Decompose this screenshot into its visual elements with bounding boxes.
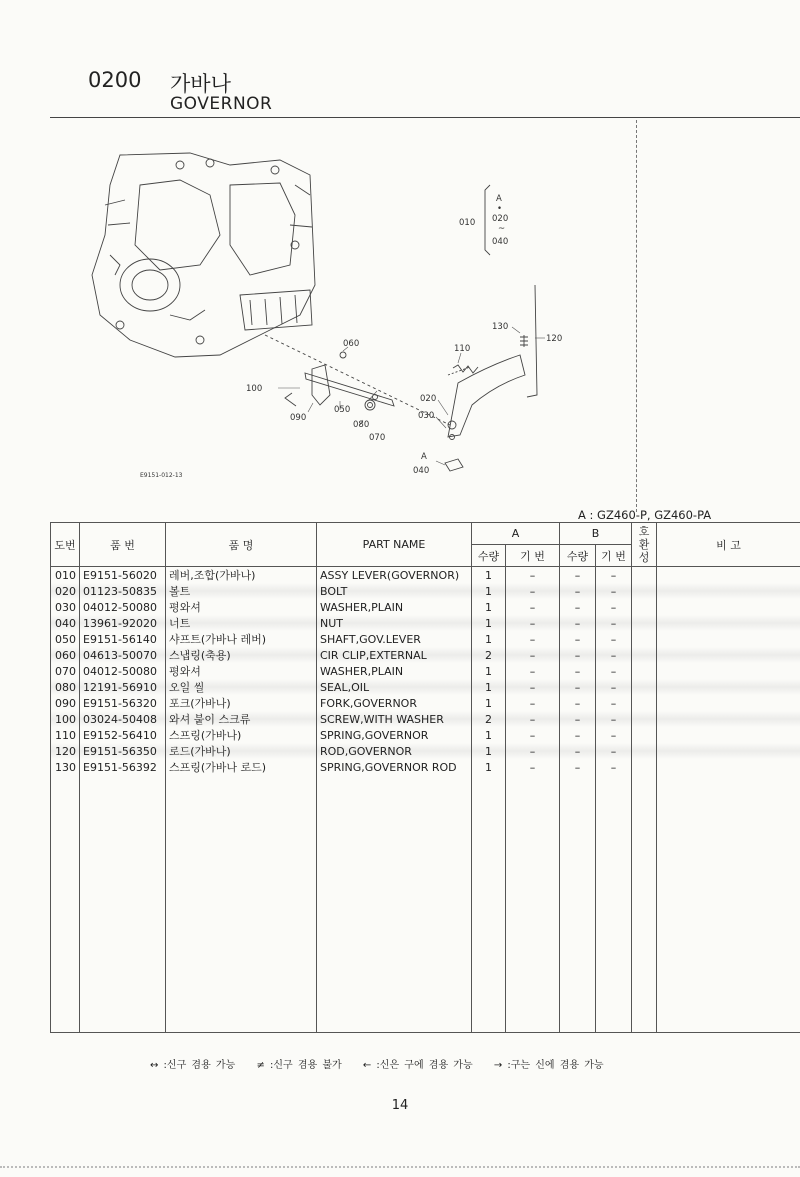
bracket-range-start: 020: [492, 214, 509, 224]
remarks-cell: [657, 743, 800, 759]
part-name-en-cell: SCREW,WITH WASHER: [317, 711, 472, 727]
part-no-cell: 13961-92020: [80, 615, 166, 631]
table-row: [51, 695, 800, 711]
header-base-b: 기 번: [596, 545, 632, 567]
label-080: 080: [353, 420, 370, 430]
label-050: 050: [334, 405, 351, 415]
ref-no-cell: 130: [51, 759, 80, 775]
header-qty-a: 수량: [472, 545, 506, 567]
ref-no-cell: 110: [51, 727, 80, 743]
part-name-en-cell: FORK,GOVERNOR: [317, 695, 472, 711]
callout-leaders: [278, 327, 545, 465]
interchange-cell: [632, 695, 657, 711]
label-060: 060: [343, 339, 360, 349]
empty-cell: [657, 775, 800, 1033]
empty-cell: [472, 775, 506, 1033]
parts-table: [50, 522, 800, 1033]
base-a-cell: –: [506, 583, 560, 599]
page-number: 14: [391, 1098, 409, 1113]
part-name-en-cell: SPRING,GOVERNOR: [317, 727, 472, 743]
label-070: 070: [369, 433, 386, 443]
part-name-kr-cell: 너트: [166, 615, 317, 631]
label-010: 010: [459, 218, 476, 228]
remarks-cell: [657, 663, 800, 679]
remarks-cell: [657, 567, 800, 584]
base-b-cell: –: [596, 631, 632, 647]
table-row: [51, 583, 800, 599]
section-title-english: GOVERNOR: [170, 94, 273, 114]
part-name-en-cell: BOLT: [317, 583, 472, 599]
table-row: [51, 615, 800, 631]
header-part-no: 품 번: [80, 523, 166, 567]
empty-cell: [560, 775, 596, 1033]
part-no-cell: E9151-56350: [80, 743, 166, 759]
part-no-cell: E9151-56320: [80, 695, 166, 711]
bracket-tilde: ~: [498, 224, 506, 234]
remarks-cell: [657, 679, 800, 695]
ref-no-cell: 070: [51, 663, 80, 679]
bracket-variant-a: A: [496, 194, 502, 204]
table-row: [51, 711, 800, 727]
empty-cell: [80, 775, 166, 1033]
remarks-cell: [657, 727, 800, 743]
ref-no-cell: 050: [51, 631, 80, 647]
table-row: [51, 631, 800, 647]
qty-b-cell: –: [560, 663, 596, 679]
table-row: [51, 567, 800, 584]
base-b-cell: –: [596, 759, 632, 775]
label-130: 130: [492, 322, 509, 332]
label-040: 040: [413, 466, 430, 476]
qty-a-cell: 2: [472, 711, 506, 727]
interchange-cell: [632, 727, 657, 743]
part-no-cell: E9151-56020: [80, 567, 166, 584]
part-no-cell: E9152-56410: [80, 727, 166, 743]
part-name-kr-cell: 레버,조합(가바나): [166, 567, 317, 584]
part-no-cell: E9151-56392: [80, 759, 166, 775]
interchange-cell: [632, 567, 657, 584]
table-row: [51, 759, 800, 775]
bracket-dot: •: [497, 204, 503, 214]
base-b-cell: –: [596, 711, 632, 727]
header-divider: [50, 117, 800, 118]
ref-no-cell: 020: [51, 583, 80, 599]
exploded-parts-diagram: [80, 125, 630, 505]
part-no-cell: 04012-50080: [80, 599, 166, 615]
interchange-cell: [632, 663, 657, 679]
remarks-cell: [657, 711, 800, 727]
ref-no-cell: 080: [51, 679, 80, 695]
base-b-cell: –: [596, 599, 632, 615]
qty-b-cell: –: [560, 743, 596, 759]
part-name-kr-cell: 스프링(가바나): [166, 727, 317, 743]
part-name-en-cell: WASHER,PLAIN: [317, 599, 472, 615]
interchange-cell: [632, 599, 657, 615]
interchange-cell: [632, 631, 657, 647]
qty-a-cell: 2: [472, 647, 506, 663]
label-020: 020: [420, 394, 437, 404]
base-a-cell: –: [506, 631, 560, 647]
base-a-cell: –: [506, 567, 560, 584]
remarks-cell: [657, 631, 800, 647]
part-no-cell: 04613-50070: [80, 647, 166, 663]
base-a-cell: –: [506, 743, 560, 759]
qty-b-cell: –: [560, 647, 596, 663]
table-row: [51, 743, 800, 759]
header-base-a: 기 번: [506, 545, 560, 567]
parts-table-body: [51, 567, 800, 1033]
empty-cell: [632, 775, 657, 1033]
table-row: [51, 679, 800, 695]
empty-cell: [506, 775, 560, 1033]
part-name-kr-cell: 오일 씰: [166, 679, 317, 695]
base-a-cell: –: [506, 615, 560, 631]
qty-a-cell: 1: [472, 599, 506, 615]
qty-b-cell: –: [560, 631, 596, 647]
section-title-korean: 가바나: [170, 72, 231, 96]
base-b-cell: –: [596, 695, 632, 711]
part-name-en-cell: SHAFT,GOV.LEVER: [317, 631, 472, 647]
qty-b-cell: –: [560, 727, 596, 743]
remarks-cell: [657, 599, 800, 615]
bracket-range-end: 040: [492, 237, 509, 247]
part-no-cell: 04012-50080: [80, 663, 166, 679]
part-no-cell: 01123-50835: [80, 583, 166, 599]
part-name-kr-cell: 포크(가바나): [166, 695, 317, 711]
variant-note: A : GZ460-P, GZ460-PA: [578, 508, 712, 522]
qty-a-cell: 1: [472, 727, 506, 743]
ref-no-cell: 120: [51, 743, 80, 759]
interchange-cell: [632, 759, 657, 775]
base-b-cell: –: [596, 679, 632, 695]
base-a-cell: –: [506, 679, 560, 695]
part-name-en-cell: SEAL,OIL: [317, 679, 472, 695]
base-b-cell: –: [596, 567, 632, 584]
label-100: 100: [246, 384, 263, 394]
part-name-en-cell: NUT: [317, 615, 472, 631]
base-a-cell: –: [506, 695, 560, 711]
qty-b-cell: –: [560, 759, 596, 775]
empty-cell: [166, 775, 317, 1033]
qty-b-cell: –: [560, 615, 596, 631]
part-no-cell: E9151-56140: [80, 631, 166, 647]
qty-b-cell: –: [560, 599, 596, 615]
part-name-en-cell: CIR CLIP,EXTERNAL: [317, 647, 472, 663]
qty-a-cell: 1: [472, 759, 506, 775]
variant-marker-a: A: [421, 452, 427, 462]
part-name-kr-cell: 평와셔: [166, 663, 317, 679]
part-name-kr-cell: 평와셔: [166, 599, 317, 615]
legend-item: ← :신은 구에 겸용 가능: [362, 1060, 473, 1071]
interchange-cell: [632, 647, 657, 663]
qty-b-cell: –: [560, 567, 596, 584]
figure-code: E9151-012-13: [140, 472, 183, 479]
label-030: 030: [418, 411, 435, 421]
part-name-kr-cell: 로드(가바나): [166, 743, 317, 759]
ref-no-cell: 100: [51, 711, 80, 727]
base-b-cell: –: [596, 615, 632, 631]
table-row: [51, 647, 800, 663]
part-no-cell: 03024-50408: [80, 711, 166, 727]
qty-b-cell: –: [560, 695, 596, 711]
qty-b-cell: –: [560, 583, 596, 599]
legend-item: ≠ :신구 겸용 불가: [256, 1060, 342, 1071]
remarks-cell: [657, 695, 800, 711]
empty-cell: [317, 775, 472, 1033]
qty-b-cell: –: [560, 679, 596, 695]
header-ref-no: 도번: [51, 523, 80, 567]
callout-labels: [140, 194, 562, 479]
empty-cell: [596, 775, 632, 1033]
remarks-cell: [657, 647, 800, 663]
interchange-cell: [632, 583, 657, 599]
table-row: [51, 599, 800, 615]
base-a-cell: –: [506, 599, 560, 615]
base-a-cell: –: [506, 727, 560, 743]
empty-cell: [51, 775, 80, 1033]
table-row: [51, 663, 800, 679]
base-a-cell: –: [506, 663, 560, 679]
ref-no-cell: 090: [51, 695, 80, 711]
part-name-kr-cell: 스프링(가바나 로드): [166, 759, 317, 775]
part-name-en-cell: WASHER,PLAIN: [317, 663, 472, 679]
part-name-en-cell: SPRING,GOVERNOR ROD: [317, 759, 472, 775]
header-qty-b: 수량: [560, 545, 596, 567]
interchange-cell: [632, 615, 657, 631]
qty-a-cell: 1: [472, 631, 506, 647]
interchange-cell: [632, 711, 657, 727]
interchange-legend: [150, 1056, 620, 1071]
part-name-kr-cell: 스냅링(축용): [166, 647, 317, 663]
qty-a-cell: 1: [472, 695, 506, 711]
header-remarks: 비 고: [657, 523, 800, 567]
remarks-cell: [657, 759, 800, 775]
base-a-cell: –: [506, 711, 560, 727]
label-110: 110: [454, 344, 471, 354]
header-part-name-kr: 품 명: [166, 523, 317, 567]
part-name-kr-cell: 와셔 붙이 스크류: [166, 711, 317, 727]
qty-a-cell: 1: [472, 583, 506, 599]
base-a-cell: –: [506, 647, 560, 663]
qty-a-cell: 1: [472, 679, 506, 695]
base-b-cell: –: [596, 583, 632, 599]
scan-edge: [0, 1166, 800, 1168]
part-no-cell: 12191-56910: [80, 679, 166, 695]
part-name-kr-cell: 볼트: [166, 583, 317, 599]
part-name-en-cell: ASSY LEVER(GOVERNOR): [317, 567, 472, 584]
interchange-cell: [632, 743, 657, 759]
interchange-cell: [632, 679, 657, 695]
table-empty-space: [51, 775, 800, 1033]
header-group-a: A: [472, 523, 560, 545]
header-group-b: B: [560, 523, 632, 545]
section-number: 0200: [88, 68, 142, 92]
diagram-margin-line: [636, 120, 637, 512]
qty-a-cell: 1: [472, 567, 506, 584]
base-b-cell: –: [596, 663, 632, 679]
qty-a-cell: 1: [472, 743, 506, 759]
legend-item: ↔ :신구 겸용 가능: [150, 1060, 236, 1071]
label-120: 120: [546, 334, 563, 344]
base-a-cell: –: [506, 759, 560, 775]
base-b-cell: –: [596, 743, 632, 759]
ref-no-cell: 010: [51, 567, 80, 584]
legend-item: → :구는 신에 겸용 가능: [493, 1060, 604, 1071]
engine-block-drawing: [92, 153, 315, 357]
ref-no-cell: 030: [51, 599, 80, 615]
qty-a-cell: 1: [472, 615, 506, 631]
qty-a-cell: 1: [472, 663, 506, 679]
ref-no-cell: 060: [51, 647, 80, 663]
ref-no-cell: 040: [51, 615, 80, 631]
part-name-en-cell: ROD,GOVERNOR: [317, 743, 472, 759]
header-interchange: 호 환 성: [632, 523, 657, 567]
qty-b-cell: –: [560, 711, 596, 727]
header-part-name-en: PART NAME: [317, 523, 472, 567]
label-090: 090: [290, 413, 307, 423]
base-b-cell: –: [596, 727, 632, 743]
part-name-kr-cell: 샤프트(가바나 레버): [166, 631, 317, 647]
remarks-cell: [657, 583, 800, 599]
remarks-cell: [657, 615, 800, 631]
base-b-cell: –: [596, 647, 632, 663]
table-row: [51, 727, 800, 743]
